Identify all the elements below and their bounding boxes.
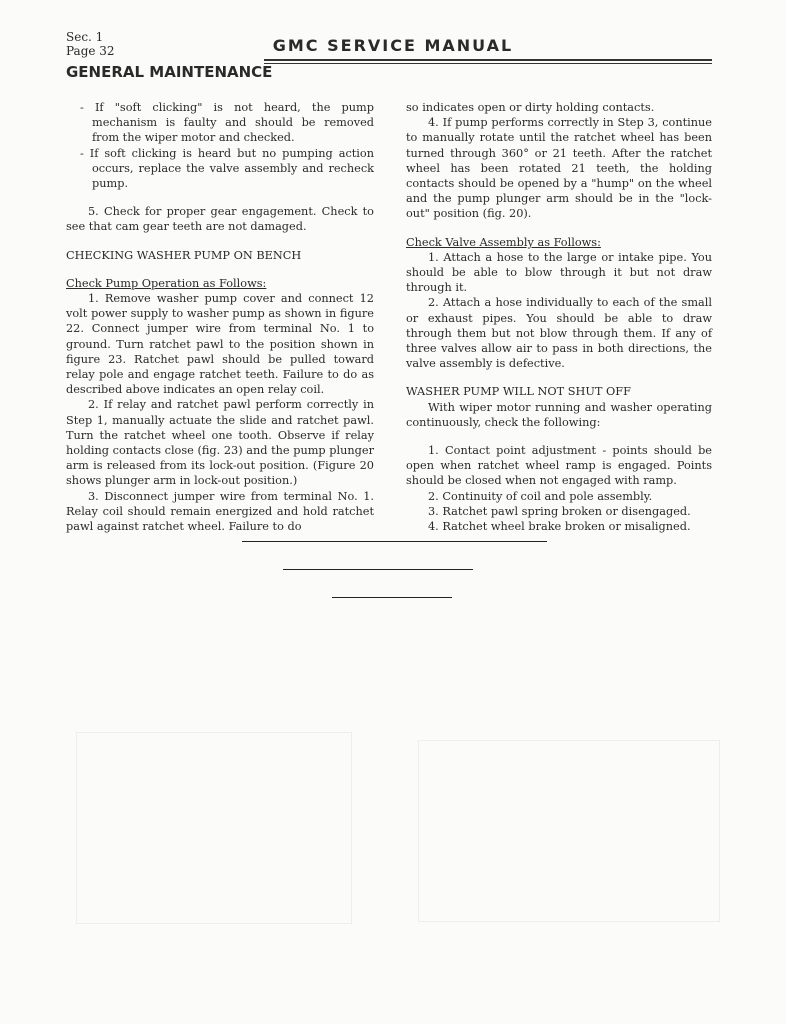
bleed-through-figure-right xyxy=(418,740,720,922)
pump-step-4: 4. If pump performs correctly in Step 3, continue to manually rotate until the ratchet wheel has been turned through 360° or 21 teeth. After the ratchet wheel has been rotated 21 teeth, the holding contacts should be opened by a "hump" on the wheel and the pump plunger arm should be in the "lock-out" position (fig. 20). xyxy=(406,116,712,221)
right-column xyxy=(406,100,712,534)
end-rule-1 xyxy=(242,541,547,542)
valve-step-2: 2. Attach a hose individually to each of the small or exhaust pipes. You should be able to draw through them but not blow through them. If any of three valves allow air to pass in both directions, the valve assembly is defective. xyxy=(406,296,712,371)
bullet-no-clicking: - If "soft clicking" is not heard, the pump mechanism is faulty and should be removed from the wiper motor and checked. xyxy=(80,101,374,145)
check-item-4: 4. Ratchet wheel brake broken or misaligned. xyxy=(428,520,691,534)
check-intro: With wiper motor running and washer operating continuously, check the following: xyxy=(406,400,712,429)
section-number: Sec. 1 xyxy=(66,30,104,44)
subheading-check-valve: Check Valve Assembly as Follows: xyxy=(406,235,601,249)
valve-step-1: 1. Attach a hose to the large or intake pipe. You should be able to blow through it but not draw through it. xyxy=(406,250,712,295)
check-item-3: 3. Ratchet pawl spring broken or disengaged. xyxy=(428,504,691,518)
manual-title: GMC SERVICE MANUAL xyxy=(272,36,514,55)
end-rule-3 xyxy=(332,597,452,598)
bullet-soft-clicking: - If soft clicking is heard but no pumping action occurs, replace the valve assembly and recheck pump. xyxy=(80,146,374,191)
end-rule-2 xyxy=(283,569,473,570)
pump-step-2: 2. If relay and ratchet pawl perform correctly in Step 1, manually actuate the slide and ratchet pawl. Turn the ratchet wheel one tooth. Observe if relay holding contacts close (fig. 23) and the pump plunger arm is released from its lock-out position. (Figure 20 shows plunger arm in lock-out position.) xyxy=(66,398,374,488)
page-number: Page 32 xyxy=(66,44,115,58)
left-column xyxy=(66,100,374,534)
check-item-1: 1. Contact point adjustment - points should be open when ratchet wheel ramp is engaged. Points should be closed when not engaged with ramp. xyxy=(406,444,712,488)
header-rule-thick xyxy=(264,59,712,61)
section-title: GENERAL MAINTENANCE xyxy=(66,63,273,81)
check-item-2: 2. Continuity of coil and pole assembly. xyxy=(428,489,653,503)
step-5: 5. Check for proper gear engagement. Check to see that cam gear teeth are not damaged. xyxy=(66,205,374,234)
heading-will-not-shut-off: WASHER PUMP WILL NOT SHUT OFF xyxy=(406,385,631,399)
heading-bench-check: CHECKING WASHER PUMP ON BENCH xyxy=(66,248,302,262)
continued-text: so indicates open or dirty holding contacts. xyxy=(406,101,655,114)
header-rule-thin xyxy=(264,63,712,64)
bleed-through-figure-left xyxy=(76,732,352,924)
pump-step-1: 1. Remove washer pump cover and connect 12 volt power supply to washer pump as shown in figure 22. Connect jumper wire from terminal No. 1 to ground. Turn ratchet pawl to the position shown in figure 23. Ratchet pawl should be pulled toward relay pole and engage ratchet teeth. Failure to do as described above indicates an open relay coil. xyxy=(66,292,374,397)
subheading-pump-operation: Check Pump Operation as Follows: xyxy=(66,276,267,290)
pump-step-3: 3. Disconnect jumper wire from terminal No. 1. Relay coil should remain energized and hold ratchet pawl against ratchet wheel. Failure to do xyxy=(66,489,374,534)
